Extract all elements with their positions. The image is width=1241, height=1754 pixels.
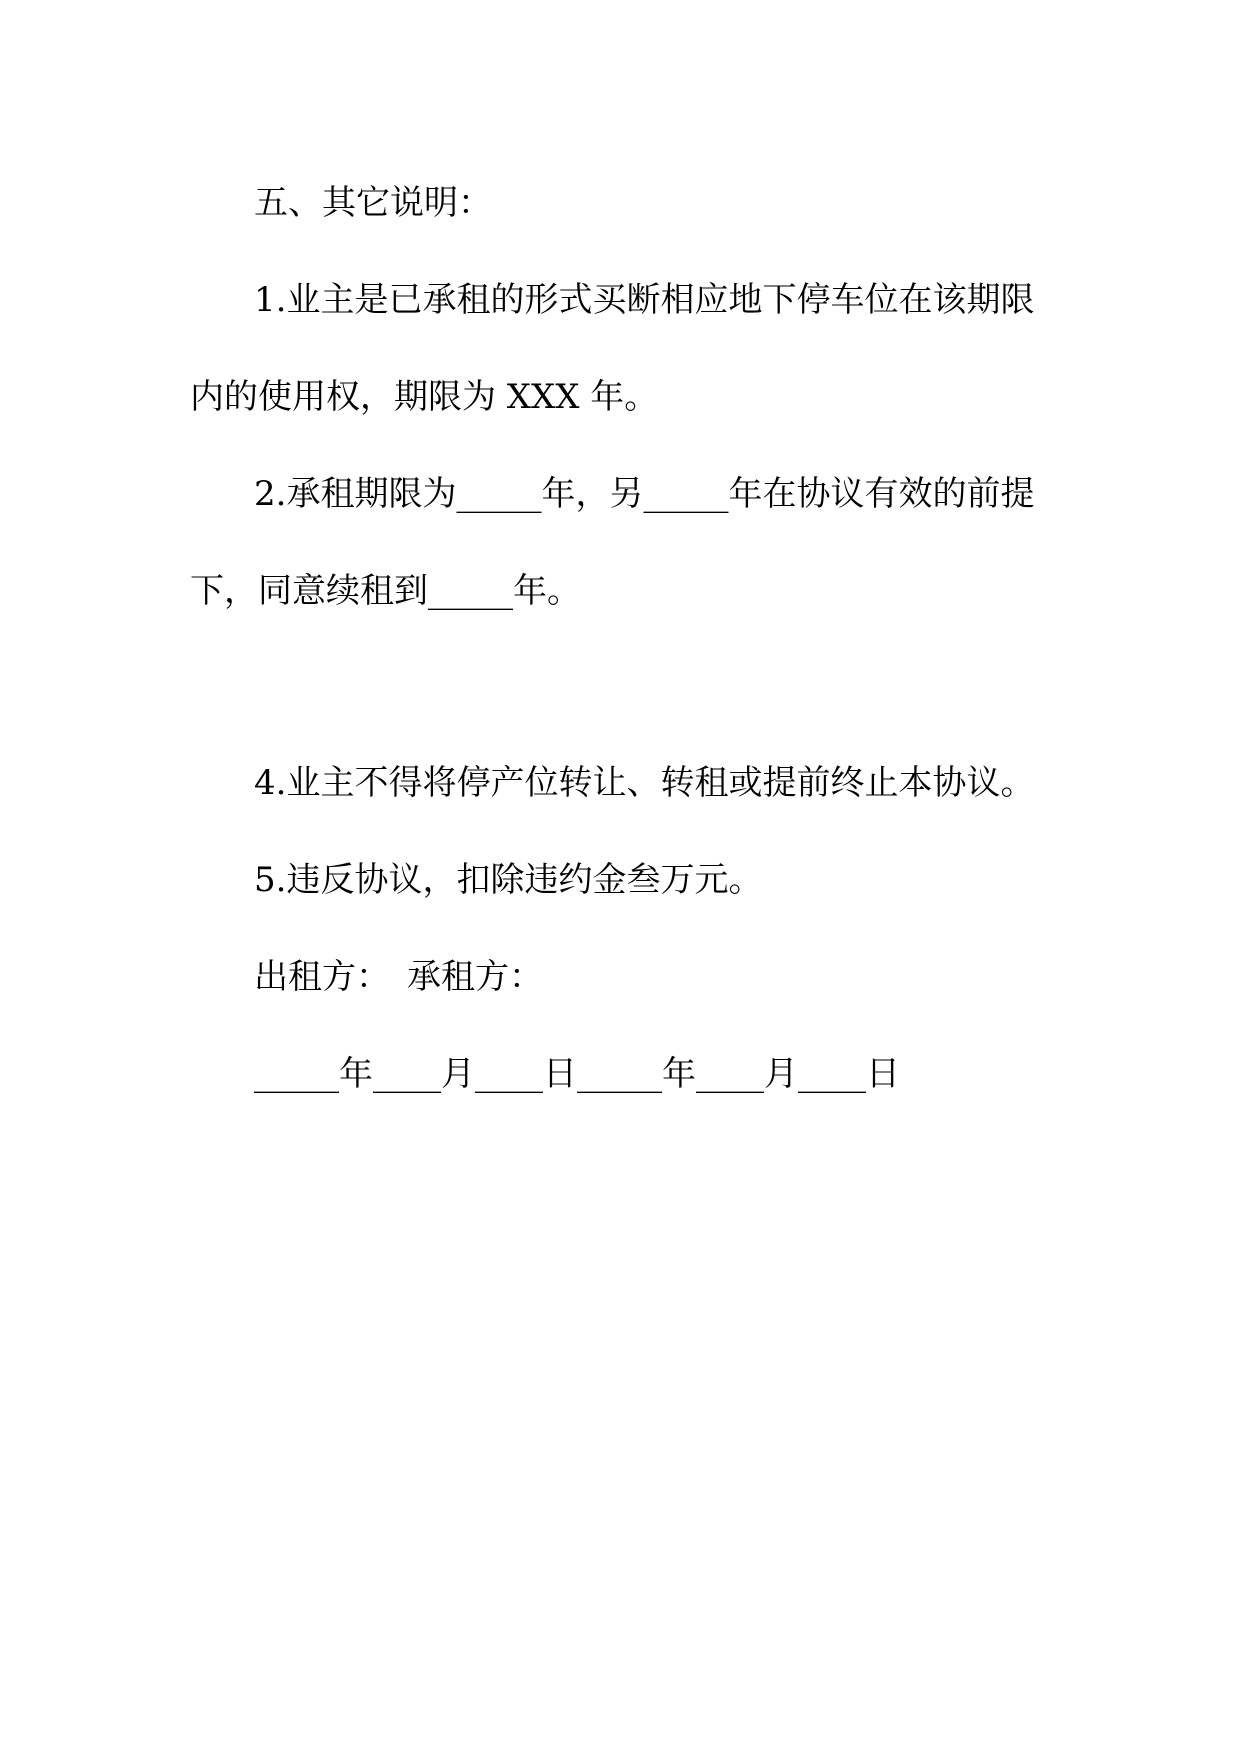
clause-5: 5.违反协议，扣除违约金叁万元。 [254,860,763,900]
clause-4: 4.业主不得将停产位转让、转租或提前终止本协议。 [254,763,1035,803]
clause-1-line-2: 内的使用权，期限为 XXX 年。 [190,377,659,417]
section-heading: 五、其它说明： [254,183,492,223]
clause-2-line-2: 下，同意续租到_____年。 [190,571,581,611]
clause-1-line-1: 1.业主是已承租的形式买断相应地下停车位在该期限 [254,280,1035,320]
signature-line: 出租方： 承租方： [254,957,543,997]
date-line: _____年____月____日_____年____月____日 [254,1054,900,1094]
clause-2-line-1: 2.承租期限为_____年，另_____年在协议有效的前提 [254,474,1035,514]
